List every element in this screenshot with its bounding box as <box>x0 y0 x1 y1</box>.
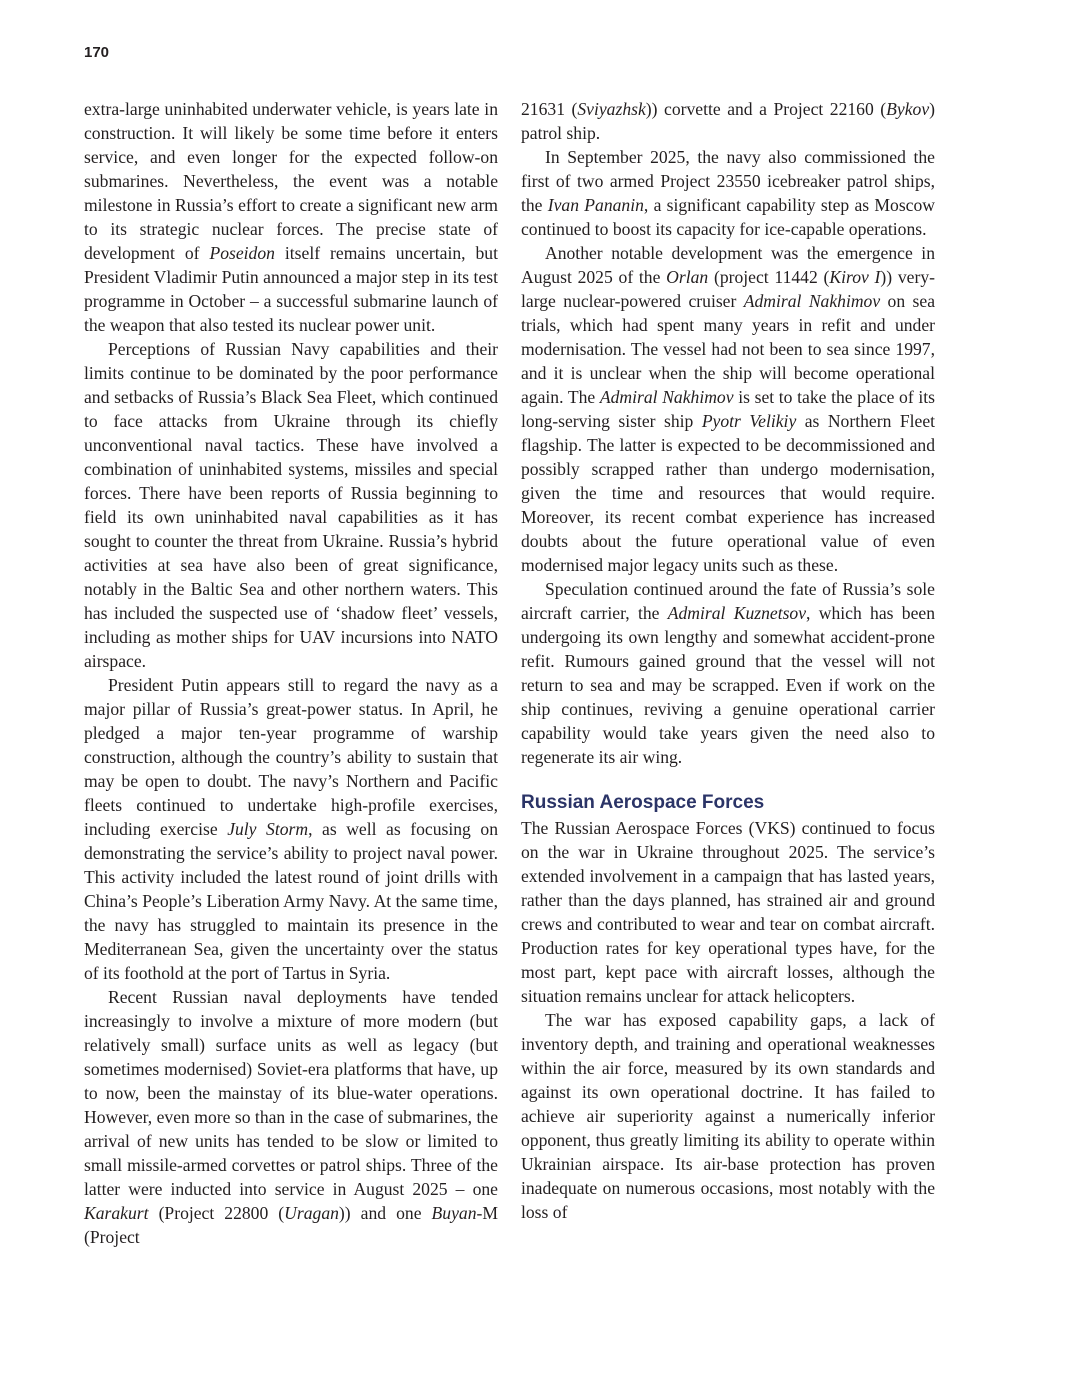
body-paragraph <box>84 97 498 337</box>
italic-text-run: Sviyazhsk <box>577 99 646 119</box>
text-run: 21631 ( <box>521 99 578 119</box>
text-run: Another notable development was the emergence in August 2025 of the <box>521 243 935 287</box>
body-paragraph <box>84 673 498 985</box>
italic-text-run: Orlan <box>666 267 709 287</box>
section-heading: Russian Aerospace Forces <box>521 792 765 813</box>
text-run: on sea trials, which had spent many years in refit and under modernisation. The vessel had not been to sea since 1997, and it is unclear when the ship will become operational again. The <box>521 291 936 407</box>
body-paragraph <box>84 985 498 1249</box>
italic-text-run: Uragan <box>284 1203 339 1223</box>
italic-text-run: Ivan Pananin <box>547 195 644 215</box>
body-paragraph <box>521 145 935 241</box>
text-run: -M (Project <box>84 1203 499 1247</box>
left-column <box>84 97 498 1249</box>
text-run: Recent Russian naval deployments have tended increasingly to involve a mixture of more modern (but relatively small) surface units as well as legacy (but sometimes modernised) Soviet-era platforms that have, up to now, been the mainstay of its blue-water operations. However, even more so than in the case of submarines, the arrival of new units has tended to be slow or limited to small missile-armed corvettes or patrol ships. Three of the latter were inducted into service in August 2025 – one <box>84 987 498 1199</box>
italic-text-run: Karakurt <box>84 1203 149 1223</box>
body-paragraph <box>521 241 935 577</box>
text-run: (Project 22800 ( <box>148 1203 285 1223</box>
text-run: ) patrol ship. <box>521 99 936 143</box>
text-run: The Russian Aerospace Forces (VKS) continued to focus on the war in Ukraine throughout 2025. The service’s extended involvement in a campaign that has lasted years, rather than the days planned, has strained air and ground crews and contributed to wear and tear on combat aircraft. Production rates for key operational types have, for the most part, kept pace with aircraft losses, although the situation remains unclear for attack helicopters. <box>521 818 935 1006</box>
italic-text-run: Poseidon <box>209 243 275 263</box>
text-run: , which has been undergoing its own lengthy and somewhat accident-prone refit. Rumours gained ground that the vessel will not return to sea and may be scrapped. Even if work on the ship continues, reviving a genuine operational carrier capability would take years given the need also to regenerate its air wing. <box>521 603 935 767</box>
text-run: extra-large uninhabited underwater vehicle, is years late in construction. It will likely be some time before it enters service, and even longer for the expected follow-on submarines. Nevertheless, the event was a notable milestone in Russia’s effort to create a significant new arm to its strategic nuclear forces. The precise state of development of <box>84 99 498 263</box>
body-paragraph <box>521 97 935 145</box>
italic-text-run: July Storm <box>227 819 309 839</box>
body-paragraph <box>84 337 498 673</box>
italic-text-run: Buyan <box>431 1203 477 1223</box>
text-run: )) and one <box>338 1203 432 1223</box>
text-run: is set to take the place of its long-serving sister ship <box>521 387 935 431</box>
text-run: (project 11442 ( <box>708 267 830 287</box>
text-run: President Putin appears still to regard the navy as a major pillar of Russia’s great-power status. In April, he pledged a major ten-year programme of warship construction, although the country’s ability to sustain that may be open to doubt. The navy’s Northern and Pacific fleets continued to undertake high-profile exercises, including exercise <box>84 675 498 839</box>
text-run: Perceptions of Russian Navy capabilities and their limits continue to be dominated by the poor performance and setbacks of Russia’s Black Sea Fleet, which continued to face attacks from Ukraine through its chiefly unconventional naval tactics. These have involved a combination of uninhabited systems, missiles and special forces. There have been reports of Russia beginning to field its own uninhabited naval capabilities as it has sought to counter the threat from Ukraine. Russia’s hybrid activities at sea have also been of great significance, notably in the Baltic Sea and other northern waters. This has included the suspected use of ‘shadow fleet’ vessels, including as mother ships for UAV incursions into NATO airspace. <box>84 339 498 671</box>
text-run: )) corvette and a Project 22160 ( <box>645 99 887 119</box>
body-paragraph <box>521 816 935 1008</box>
page-number: 170 <box>84 44 110 61</box>
text-run: , a significant capability step as Moscow continued to boost its capacity for ice-capable operations. <box>521 195 935 239</box>
text-run: In September 2025, the navy also commissioned the first of two armed Project 23550 icebreaker patrol ships, the <box>521 147 935 215</box>
body-paragraph <box>521 577 935 769</box>
text-run: Speculation continued around the fate of Russia’s sole aircraft carrier, the <box>521 579 935 623</box>
italic-text-run: Admiral Nakhimov <box>599 387 734 407</box>
italic-text-run: Bykov <box>886 99 930 119</box>
right-column <box>521 97 935 1224</box>
text-run: itself remains uncertain, but President Vladimir Putin announced a major step in its test programme in October – a successful submarine launch of the weapon that also tested its nuclear power unit. <box>84 243 498 335</box>
italic-text-run: Admiral Nakhimov <box>743 291 881 311</box>
text-run: )) very-large nuclear-powered cruiser <box>521 267 935 311</box>
italic-text-run: Pyotr Velikiy <box>701 411 797 431</box>
text-run: , as well as focusing on demonstrating the service’s ability to project naval power. This activity included the latest round of joint drills with China’s People’s Liberation Army Navy. At the same time, the navy has struggled to maintain its presence in the Mediterranean Sea, given the uncertainty over the status of its foothold at the port of Tartus in Syria. <box>84 819 498 983</box>
italic-text-run: Kirov I <box>829 267 881 287</box>
italic-text-run: Admiral Kuznetsov <box>667 603 807 623</box>
body-paragraph <box>521 1008 935 1224</box>
text-run: as Northern Fleet flagship. The latter is expected to be decommissioned and possibly scrapped rather than undergo modernisation, given the time and resources that would require. Moreover, its recent combat experience has increased doubts about the future operational value of even modernised major legacy units such as these. <box>521 411 936 575</box>
text-run: The war has exposed capability gaps, a lack of inventory depth, and training and operational weaknesses within the air force, measured by its own standards and against its own operational doctrine. It has failed to achieve air superiority against a numerically inferior opponent, thus greatly limiting its ability to operate within Ukrainian airspace. Its air-base protection has proven inadequate on numerous occasions, most notably with the loss of <box>521 1010 935 1222</box>
